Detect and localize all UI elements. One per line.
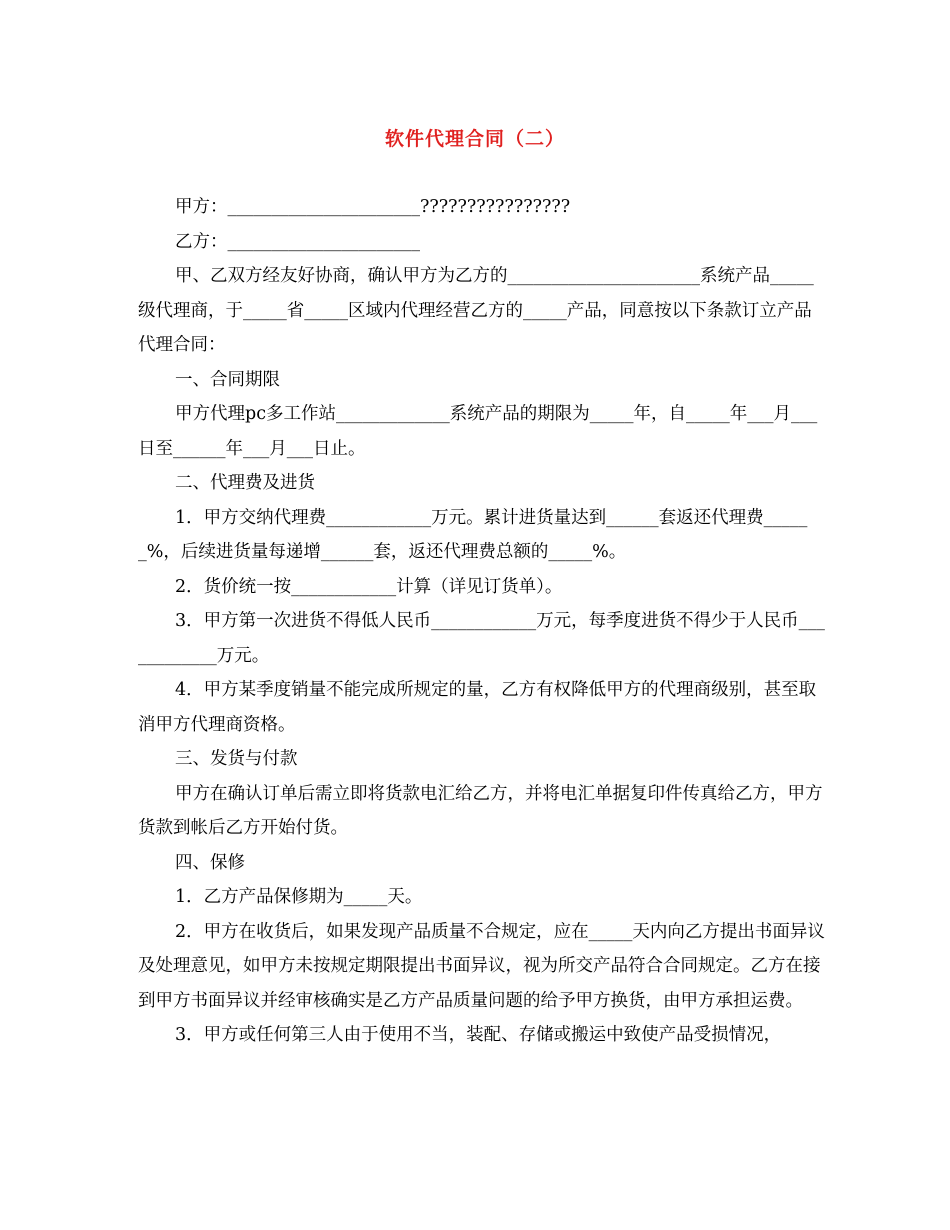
delivery-paragraph: 甲方在确认订单后需立即将货款电汇给乙方，并将电汇单据复印件传真给乙方，甲方货款到帐后乙方开始付货。 (138, 783, 823, 838)
fees-clause-2: 2．货价统一按____________计算（详见订货单）。 (175, 576, 563, 597)
party-b-line: 乙方：______________________ (175, 231, 420, 252)
warranty-clause-1: 1．乙方产品保修期为_____天。 (175, 887, 423, 907)
fees-clause-3: 3．甲方第一次进货不得低人民币____________万元，每季度进货不得少于人民币____________万元。 (138, 611, 825, 666)
section-heading-warranty: 四、保修 (175, 852, 245, 873)
term-paragraph: 甲方代理pc多工作站_____________系统产品的期限为_____年，自_____年___月___日至______年___月___日止。 (138, 404, 818, 459)
party-a-line: 甲方：______________________???????????????? (175, 197, 571, 217)
intro-paragraph: 甲、乙双方经友好协商，确认甲方为乙方的______________________系统产品_____级代理商，于_____省_____区域内代理经营乙方的_____产品，同意按以下条款订立产品代理合同： (138, 266, 814, 355)
section-heading-term: 一、合同期限 (175, 369, 280, 390)
document-title: 软件代理合同（二） (384, 128, 565, 150)
section-heading-delivery: 三、发货与付款 (175, 749, 298, 769)
document-body (138, 190, 828, 1053)
warranty-clause-2: 2．甲方在收货后，如果发现产品质量不合规定，应在_____天内向乙方提出书面异议及处理意见，如甲方未按规定期限提出书面异议，视为所交产品符合合同规定。乙方在接到甲方书面异议并经审核确实是乙方产品质量问题的给予甲方换货，由甲方承担运费。 (138, 921, 825, 1011)
warranty-clause-3: 3．甲方或任何第三人由于使用不当，装配、存储或搬运中致使产品受损情况， (175, 1025, 782, 1045)
section-heading-fees: 二、代理费及进货 (175, 473, 315, 493)
fees-clause-1: 1．甲方交纳代理费____________万元。累计进货量达到______套返还代理费______%，后续进货量每递增______套，返还代理费总额的_____%。 (138, 507, 808, 562)
fees-clause-4: 4．甲方某季度销量不能完成所规定的量，乙方有权降低甲方的代理商级别，甚至取消甲方代理商资格。 (138, 680, 817, 735)
